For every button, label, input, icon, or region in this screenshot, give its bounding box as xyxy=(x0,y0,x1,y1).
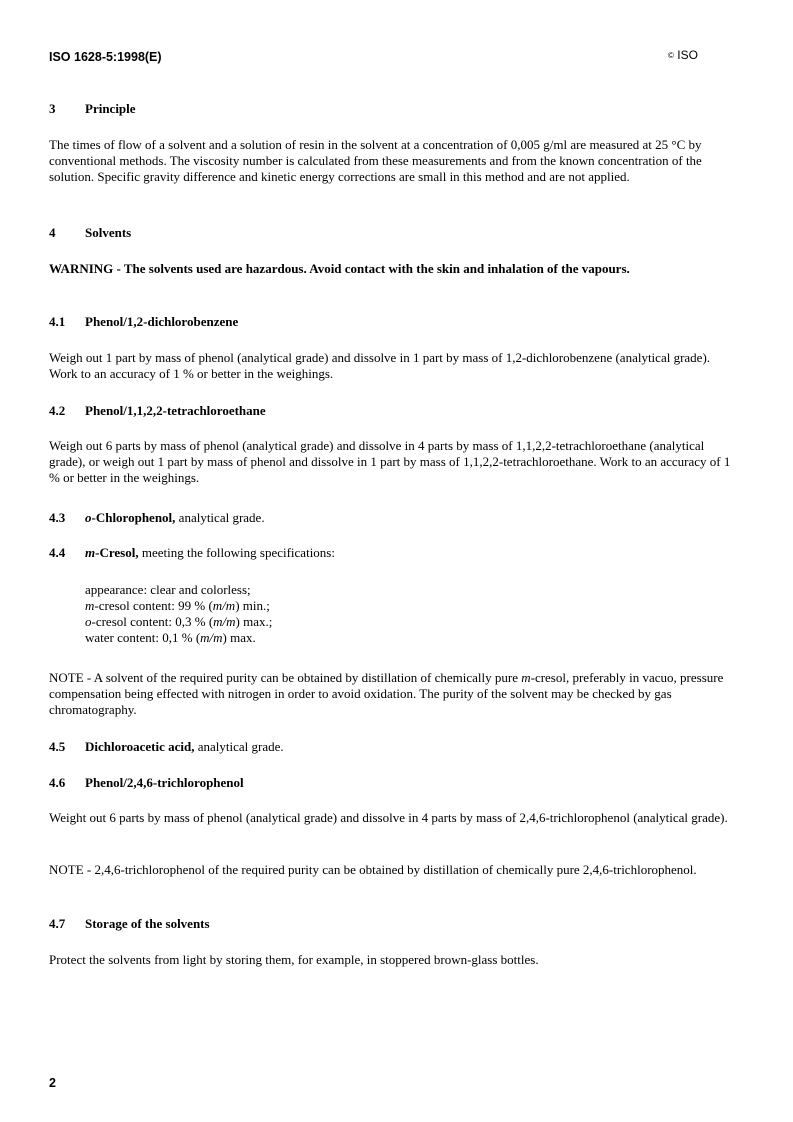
spec-list xyxy=(85,582,585,646)
spec-text: ) max. xyxy=(222,630,256,645)
section-number: 4.4 xyxy=(49,545,66,560)
spec-text: -cresol content: 0,3 % ( xyxy=(91,614,214,629)
title-italic: m xyxy=(85,545,96,560)
section-3-body: The times of flow of a solvent and a solution of resin in the solvent at a concentration of 0,005 g/ml are measured at 25 °C by conventional methods. The viscosity number is calculated from these measurements and from the known concentration of the solution. Specific gravity difference and kinetic energy corrections are small in this method and are not applied. xyxy=(49,137,702,184)
title-italic: o xyxy=(85,510,92,525)
copyright-symbol: © xyxy=(668,51,674,60)
section-4-heading xyxy=(49,225,739,241)
copyright-notice xyxy=(668,47,738,64)
note-text: NOTE - A solvent of the required purity can be obtained by distillation of chemically pure xyxy=(49,670,522,685)
spec-item xyxy=(85,598,585,614)
spec-text: -cresol content: 99 % ( xyxy=(94,598,213,613)
section-text: analytical grade. xyxy=(194,739,284,754)
section-3-heading xyxy=(49,101,739,117)
spec-text: ) max.; xyxy=(235,614,273,629)
section-4-1-body: Weigh out 1 part by mass of phenol (analytical grade) and dissolve in 1 part by mass of 1,2-dichlorobenzene (analytical grade). Work to an accuracy of 1 % or better in the weighings. xyxy=(49,350,711,381)
section-number: 4.7 xyxy=(49,916,66,931)
section-4-5 xyxy=(49,739,739,755)
section-number: 4.3 xyxy=(49,510,66,525)
section-4-3 xyxy=(49,510,739,526)
unit: m/m xyxy=(212,598,236,613)
section-number: 4.2 xyxy=(49,403,66,418)
note-italic: m xyxy=(521,670,531,685)
section-title: Storage of the solvents xyxy=(85,916,210,931)
title-rest: -Cresol, xyxy=(95,545,139,560)
spec-italic: o xyxy=(85,614,92,629)
section-4-1-heading xyxy=(49,314,739,330)
section-number: 4.6 xyxy=(49,775,66,790)
page-number: 2 xyxy=(49,1076,56,1090)
spec-item xyxy=(85,614,585,630)
section-4-6-heading xyxy=(49,775,739,791)
section-title xyxy=(85,545,139,560)
spec-italic: m xyxy=(85,598,95,613)
section-title: Phenol/1,1,2,2-tetrachloroethane xyxy=(85,403,266,418)
note-trichlorophenol: NOTE - 2,4,6-trichlorophenol of the required purity can be obtained by distillation of chemically pure 2,4,6-trichlorophenol. xyxy=(49,862,697,877)
section-text: analytical grade. xyxy=(175,510,265,525)
section-number: 4 xyxy=(49,225,56,240)
section-title: Dichloroacetic acid, xyxy=(85,739,195,754)
section-title: Solvents xyxy=(85,225,132,240)
section-text: meeting the following specifications: xyxy=(138,545,335,560)
section-title xyxy=(85,510,175,525)
spec-text: water content: 0,1 % ( xyxy=(85,630,201,645)
warning-text: WARNING - The solvents used are hazardous. Avoid contact with the skin and inhalation of the vapours. xyxy=(49,261,630,276)
section-title: Principle xyxy=(85,101,136,116)
section-4-2-body: Weigh out 6 parts by mass of phenol (analytical grade) and dissolve in 4 parts by mass of 1,1,2,2-tetrachloroethane (analytical grade), or weigh out 1 part by mass of phenol and dissolve in 1 part by mass of 1,1,2,2-tetrachloroethane. Work to an accuracy of 1 % or better in the weighings. xyxy=(49,438,731,485)
section-number: 3 xyxy=(49,101,56,116)
section-4-6-body: Weight out 6 parts by mass of phenol (analytical grade) and dissolve in 4 parts by mass of 2,4,6-trichlorophenol (analytical grade). xyxy=(49,810,728,825)
title-rest: -Chlorophenol, xyxy=(91,510,176,525)
section-number: 4.5 xyxy=(49,739,66,754)
spec-item xyxy=(85,630,585,646)
section-number: 4.1 xyxy=(49,314,66,329)
section-4-7-heading xyxy=(49,916,739,932)
section-title: Phenol/2,4,6-trichlorophenol xyxy=(85,775,244,790)
section-4-2-heading xyxy=(49,403,739,419)
copyright-org: ISO xyxy=(677,48,698,62)
note-text: -cresol, preferably in vacuo, pressure compensation being effected with nitrogen in order to avoid oxidation. The purity of the solvent may be checked by gas chromatography. xyxy=(49,670,724,717)
spec-text: ) min.; xyxy=(235,598,270,613)
section-4-7-body: Protect the solvents from light by storing them, for example, in stoppered brown-glass bottles. xyxy=(49,952,539,967)
section-4-4 xyxy=(49,545,739,561)
unit: m/m xyxy=(200,630,223,645)
section-title: Phenol/1,2-dichlorobenzene xyxy=(85,314,239,329)
spec-item: appearance: clear and colorless; xyxy=(85,582,251,597)
unit: m/m xyxy=(213,614,236,629)
document-id: ISO 1628-5:1998(E) xyxy=(49,50,162,64)
note-cresol xyxy=(49,670,739,718)
